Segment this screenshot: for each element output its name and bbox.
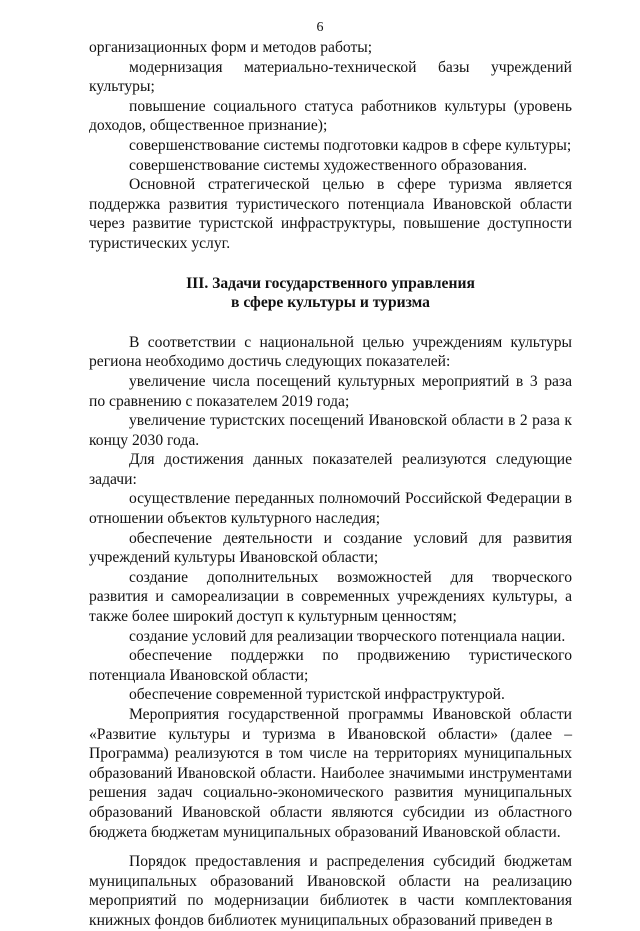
intro-paragraph: повышение социального статуса работников культуры (уровень доходов, общественное признание);: [89, 97, 572, 135]
intro-paragraph: модернизация материально-технической базы учреждений культуры;: [89, 58, 572, 96]
section-paragraph: обеспечение современной туристской инфраструктурой.: [129, 686, 505, 704]
section-paragraph: Для достижения данных показателей реализуются следующие задачи:: [89, 451, 572, 488]
section-paragraph: увеличение числа посещений культурных мероприятий в 3 раза по сравнению с показателем 2019 года;: [89, 372, 572, 410]
final-paragraph: Порядок предоставления и распределения субсидий бюджетам муниципальных образований Ивановской области на реализацию мероприятий по модернизации библиотек в части комплектования книжных фондов библиотек муниципальных образований приведен в: [89, 853, 572, 929]
intro-paragraph: совершенствование системы художественного образования.: [129, 156, 528, 174]
page-number: 6: [316, 20, 324, 35]
section-heading-line: III. Задачи государственного управления: [186, 274, 475, 292]
section-paragraph: создание условий для реализации творческого потенциала нации.: [129, 627, 566, 645]
document-body: [89, 38, 572, 931]
section-paragraph: В соответствии с национальной целью учреждениям культуры региона необходимо достичь следующих показателей:: [89, 333, 572, 371]
section-paragraph: Мероприятия государственной программы Ивановской области «Развитие культуры и туризма в Ивановской области» (далее – Программа) реализуются в том числе на территориях муниципальных образований Ивановской области. Наиболее значимыми инструментами решения задач социально-экономического развития муниципальных образований Ивановской области являются субсидии из областного бюджета бюджетам муниципальных образований Ивановской области.: [89, 706, 572, 841]
section-paragraph: создание дополнительных возможностей для творческого развития и самореализации в современных учреждениях культуры, а также более широкий доступ к культурным ценностям;: [89, 568, 572, 626]
intro-paragraph: Основной стратегической целью в сфере туризма является поддержка развития туристического потенциала Ивановской области через развитие туристской инфраструктуры, повышение доступности туристических услуг.: [89, 176, 572, 252]
section-paragraph: увеличение туристских посещений Ивановской области в 2 раза к концу 2030 года.: [89, 412, 572, 449]
section-heading-line: в сфере культуры и туризма: [231, 294, 430, 312]
section-paragraph: осуществление переданных полномочий Российской Федерации в отношении объектов культурного наследия;: [89, 490, 572, 528]
section-paragraph: обеспечение поддержки по продвижению туристического потенциала Ивановской области;: [89, 647, 572, 684]
intro-paragraph: совершенствование системы подготовки кадров в сфере культуры;: [129, 136, 572, 154]
intro-paragraph: организационных форм и методов работы;: [89, 39, 373, 56]
section-paragraph: обеспечение деятельности и создание условий для развития учреждений культуры Ивановской области;: [89, 529, 572, 567]
section-heading: [89, 274, 572, 313]
